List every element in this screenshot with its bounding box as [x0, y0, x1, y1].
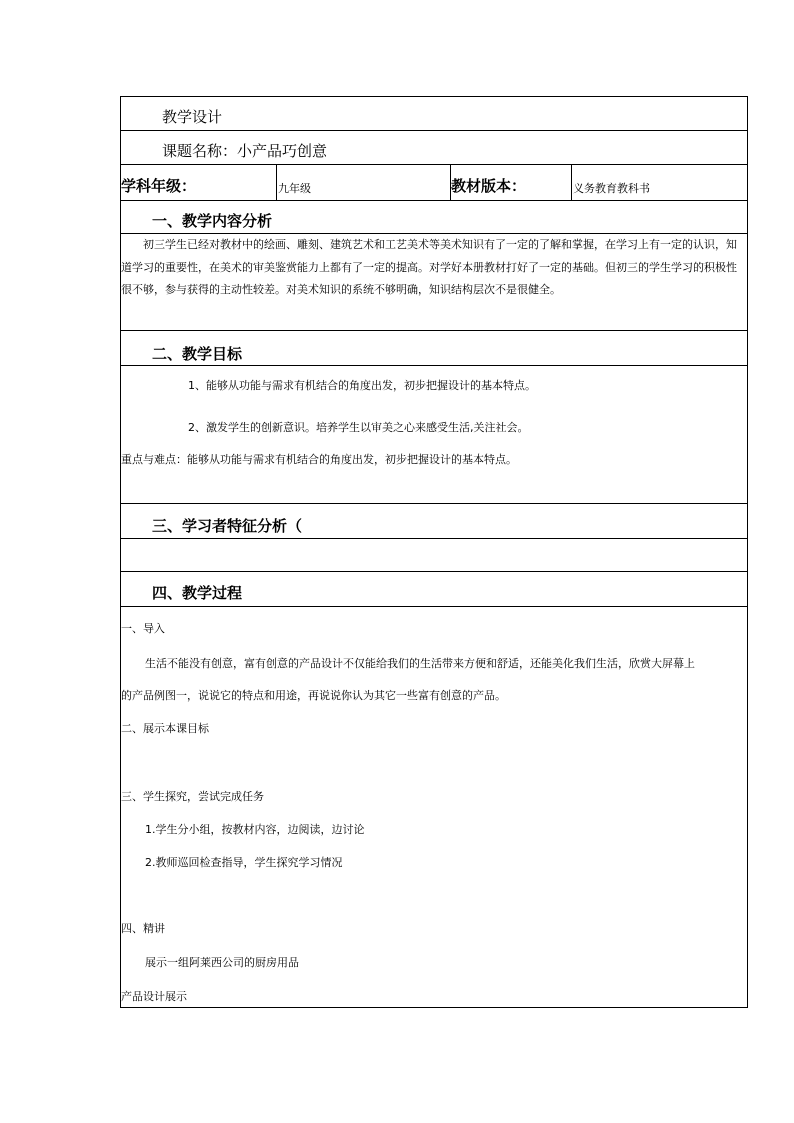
objective-1-number: 1	[188, 379, 195, 392]
objective-2-number: 2	[188, 421, 195, 434]
objective-2	[188, 417, 529, 439]
section-heading-objectives: 二、教学目标	[152, 345, 243, 363]
step-2-title: 二、展示本课目标	[121, 722, 209, 735]
row-divider	[121, 365, 747, 366]
row-divider	[121, 164, 747, 165]
lesson-plan-table	[120, 96, 748, 1008]
step-3-item-1: 1.学生分小组，按教材内容，边阅读，边讨论	[145, 823, 365, 836]
row-divider	[121, 503, 747, 504]
row-divider	[121, 200, 747, 201]
grade-label: 学科年级：	[121, 177, 197, 195]
key-points: 重点与难点：能够从功能与需求有机结合的角度出发，初步把握设计的基本特点。	[121, 453, 517, 466]
step-1-line-2: 的产品例图一，说说它的特点和用途，再说说你认为其它一些富有创意的产品。	[121, 689, 506, 702]
document-title: 教学设计	[162, 108, 223, 126]
step-1-line-1: 生活不能没有创意，富有创意的产品设计不仅能给我们的生活带来方便和舒适，还能美化我们生活，欣赏大屏幕上	[145, 657, 695, 670]
objective-1-text: 、能够从功能与需求有机结合的角度出发，初步把握设计的基本特点。	[195, 379, 536, 392]
step-3-title: 三、学生探究，尝试完成任务	[121, 790, 264, 803]
step-3-item-2: 2.教师巡回检查指导，学生探究学习情况	[145, 856, 343, 869]
step-4-title: 四、精讲	[121, 922, 165, 935]
edition-label: 教材版本：	[451, 177, 527, 195]
step-4-line-1: 展示一组阿莱西公司的厨房用品	[145, 956, 299, 969]
row-divider	[121, 130, 747, 131]
row-divider	[121, 606, 747, 607]
row-divider	[121, 538, 747, 539]
cell-divider	[276, 164, 277, 200]
content-analysis-paragraph: 初三学生已经对教材中的绘画、雕刻、建筑艺术和工艺美术等美术知识有了一定的了解和掌握，在学习上有一定的认识，知道学习的重要性，在美术的审美鉴赏能力上都有了一定的提高。对学好本册教材打好了一定的基础。但初三的学生学习的积极性很不够，参与获得的主动性较差。对美术知识的系统不够明确，知识结构层次不是很健全。	[121, 238, 737, 296]
section-heading-teaching-process: 四、教学过程	[152, 584, 243, 602]
section-heading-content-analysis: 一、教学内容分析	[152, 212, 273, 230]
step-4-line-2: 产品设计展示	[121, 990, 187, 1003]
objective-2-text: 、激发学生的创新意识。培养学生以审美之心来感受生活,关注社会。	[195, 421, 529, 434]
lesson-name: 课题名称：小产品巧创意	[162, 142, 328, 160]
edition-value: 义务教育教科书	[573, 182, 650, 195]
section-heading-learner-analysis: 三、学习者特征分析（	[152, 517, 303, 535]
row-divider	[121, 330, 747, 331]
cell-divider	[571, 164, 572, 200]
grade-value: 九年级	[278, 182, 311, 195]
objective-1	[188, 375, 536, 397]
step-1-title: 一、导入	[121, 622, 165, 635]
row-divider	[121, 571, 747, 572]
